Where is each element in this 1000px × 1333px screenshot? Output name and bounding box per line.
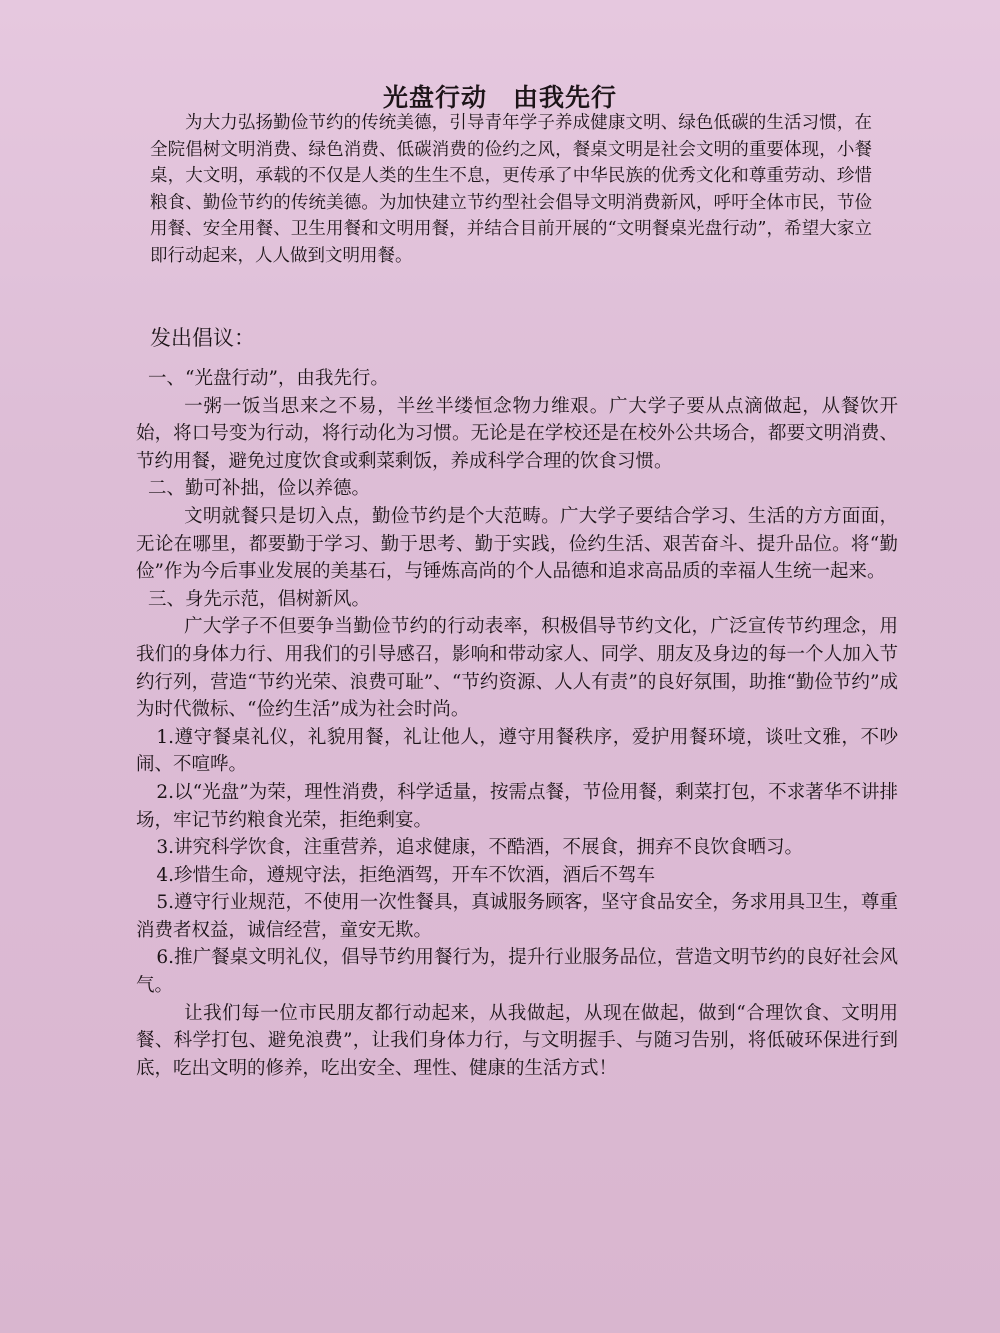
- section-heading-2: 二、勤可补拙，俭以养德。: [148, 478, 371, 500]
- list-item: 2.以“光盘”为荣，理性消费，科学适量，按需点餐，节俭用餐，剩菜打包，不求著华不讲排场，牢记节约粮食光荣，拒绝剩宴。: [136, 781, 898, 831]
- list-item: 4.珍惜生命，遵规守法，拒绝酒驾，开车不饮酒，酒后不驾车: [156, 864, 655, 886]
- proposal-body: [136, 365, 898, 1082]
- section-text-2: 文明就餐只是切入点，勤俭节约是个大范畴。广大学子要结合学习、生活的方方面面，无论在哪里，都要勤于学习、勤于思考、勤于实践，俭约生活、艰苦奋斗、提升品位。将“勤俭”作为今后事业发展的美基石，与锤炼高尚的个人品德和追求高品质的幸福人生统一起来。: [136, 505, 898, 583]
- list-item: 5.遵守行业规范，不使用一次性餐具，真诚服务顾客，坚守食品安全，务求用具卫生，尊重消费者权益，诚信经营，童安无欺。: [136, 892, 898, 941]
- list-item: 6.推广餐桌文明礼仪，倡导节约用餐行为，提升行业服务品位，营造文明节约的良好社会风气。: [136, 947, 898, 997]
- section-heading-1: 一、“光盘行动”，由我先行。: [148, 368, 389, 389]
- section-heading-3: 三、身先示范，倡树新风。: [148, 588, 371, 610]
- intro-paragraph: 为大力弘扬勤俭节约的传统美德，引导青年学子养成健康文明、绿色低碳的生活习惯，在全院倡树文明消费、绿色消费、低碳消费的俭约之风，餐桌文明是社会文明的重要体现，小餐桌，大文明，承载的不仅是人类的生生不息，更传承了中华民族的优秀文化和尊重劳动、珍惜粮食、勤俭节约的传统美德。为加快建立节约型社会倡导文明消费新风，呼吁全体市民，节俭用餐、安全用餐、卫生用餐和文明用餐，并结合目前开展的“文明餐桌光盘行动”，希望大家立即行动起来，人人做到文明用餐。: [150, 113, 872, 266]
- list-item: 3.讲究科学饮食，注重营养，追求健康，不酷酒，不展食，拥弃不良饮食晒习。: [156, 837, 803, 859]
- call-heading: 发出倡议：: [150, 326, 255, 350]
- document-title: 光盘行动 由我先行: [382, 83, 617, 112]
- section-text-1: 一粥一饭当思来之不易，半丝半缕恒念物力维艰。广大学子要从点滴做起，从餐饮开始，将口号变为行动，将行动化为习惯。无论是在学校还是在校外公共场合，都要文明消费、节约用餐，避免过度饮食或剩菜剩饭，养成科学合理的饮食习惯。: [136, 395, 898, 472]
- list-item: 1.遵守餐桌礼仪，礼貌用餐，礼让他人，遵守用餐秩序，爱护用餐环境，谈吐文雅，不吵闹、不喧哗。: [136, 726, 898, 776]
- section-text-3: 广大学子不但要争当勤俭节约的行动表率，积极倡导节约文化，广泛宣传节约理念，用我们的身体力行、用我们的引导感召，影响和带动家人、同学、朋友及身边的每一个人加入节约行列，营造“节约光荣、浪费可耻”、“节约资源、人人有责”的良好氛围，助推“勤俭节约”成为时代微标、“俭约生活”成为社会时尚。: [136, 616, 898, 721]
- closing-paragraph: 让我们每一位市民朋友都行动起来，从我做起，从现在做起，做到“合理饮食、文明用餐、科学打包、避免浪费”，让我们身体力行，与文明握手、与随习告别，将低破环保进行到底，吃出文明的修养，吃出安全、理性、健康的生活方式！: [136, 1002, 898, 1079]
